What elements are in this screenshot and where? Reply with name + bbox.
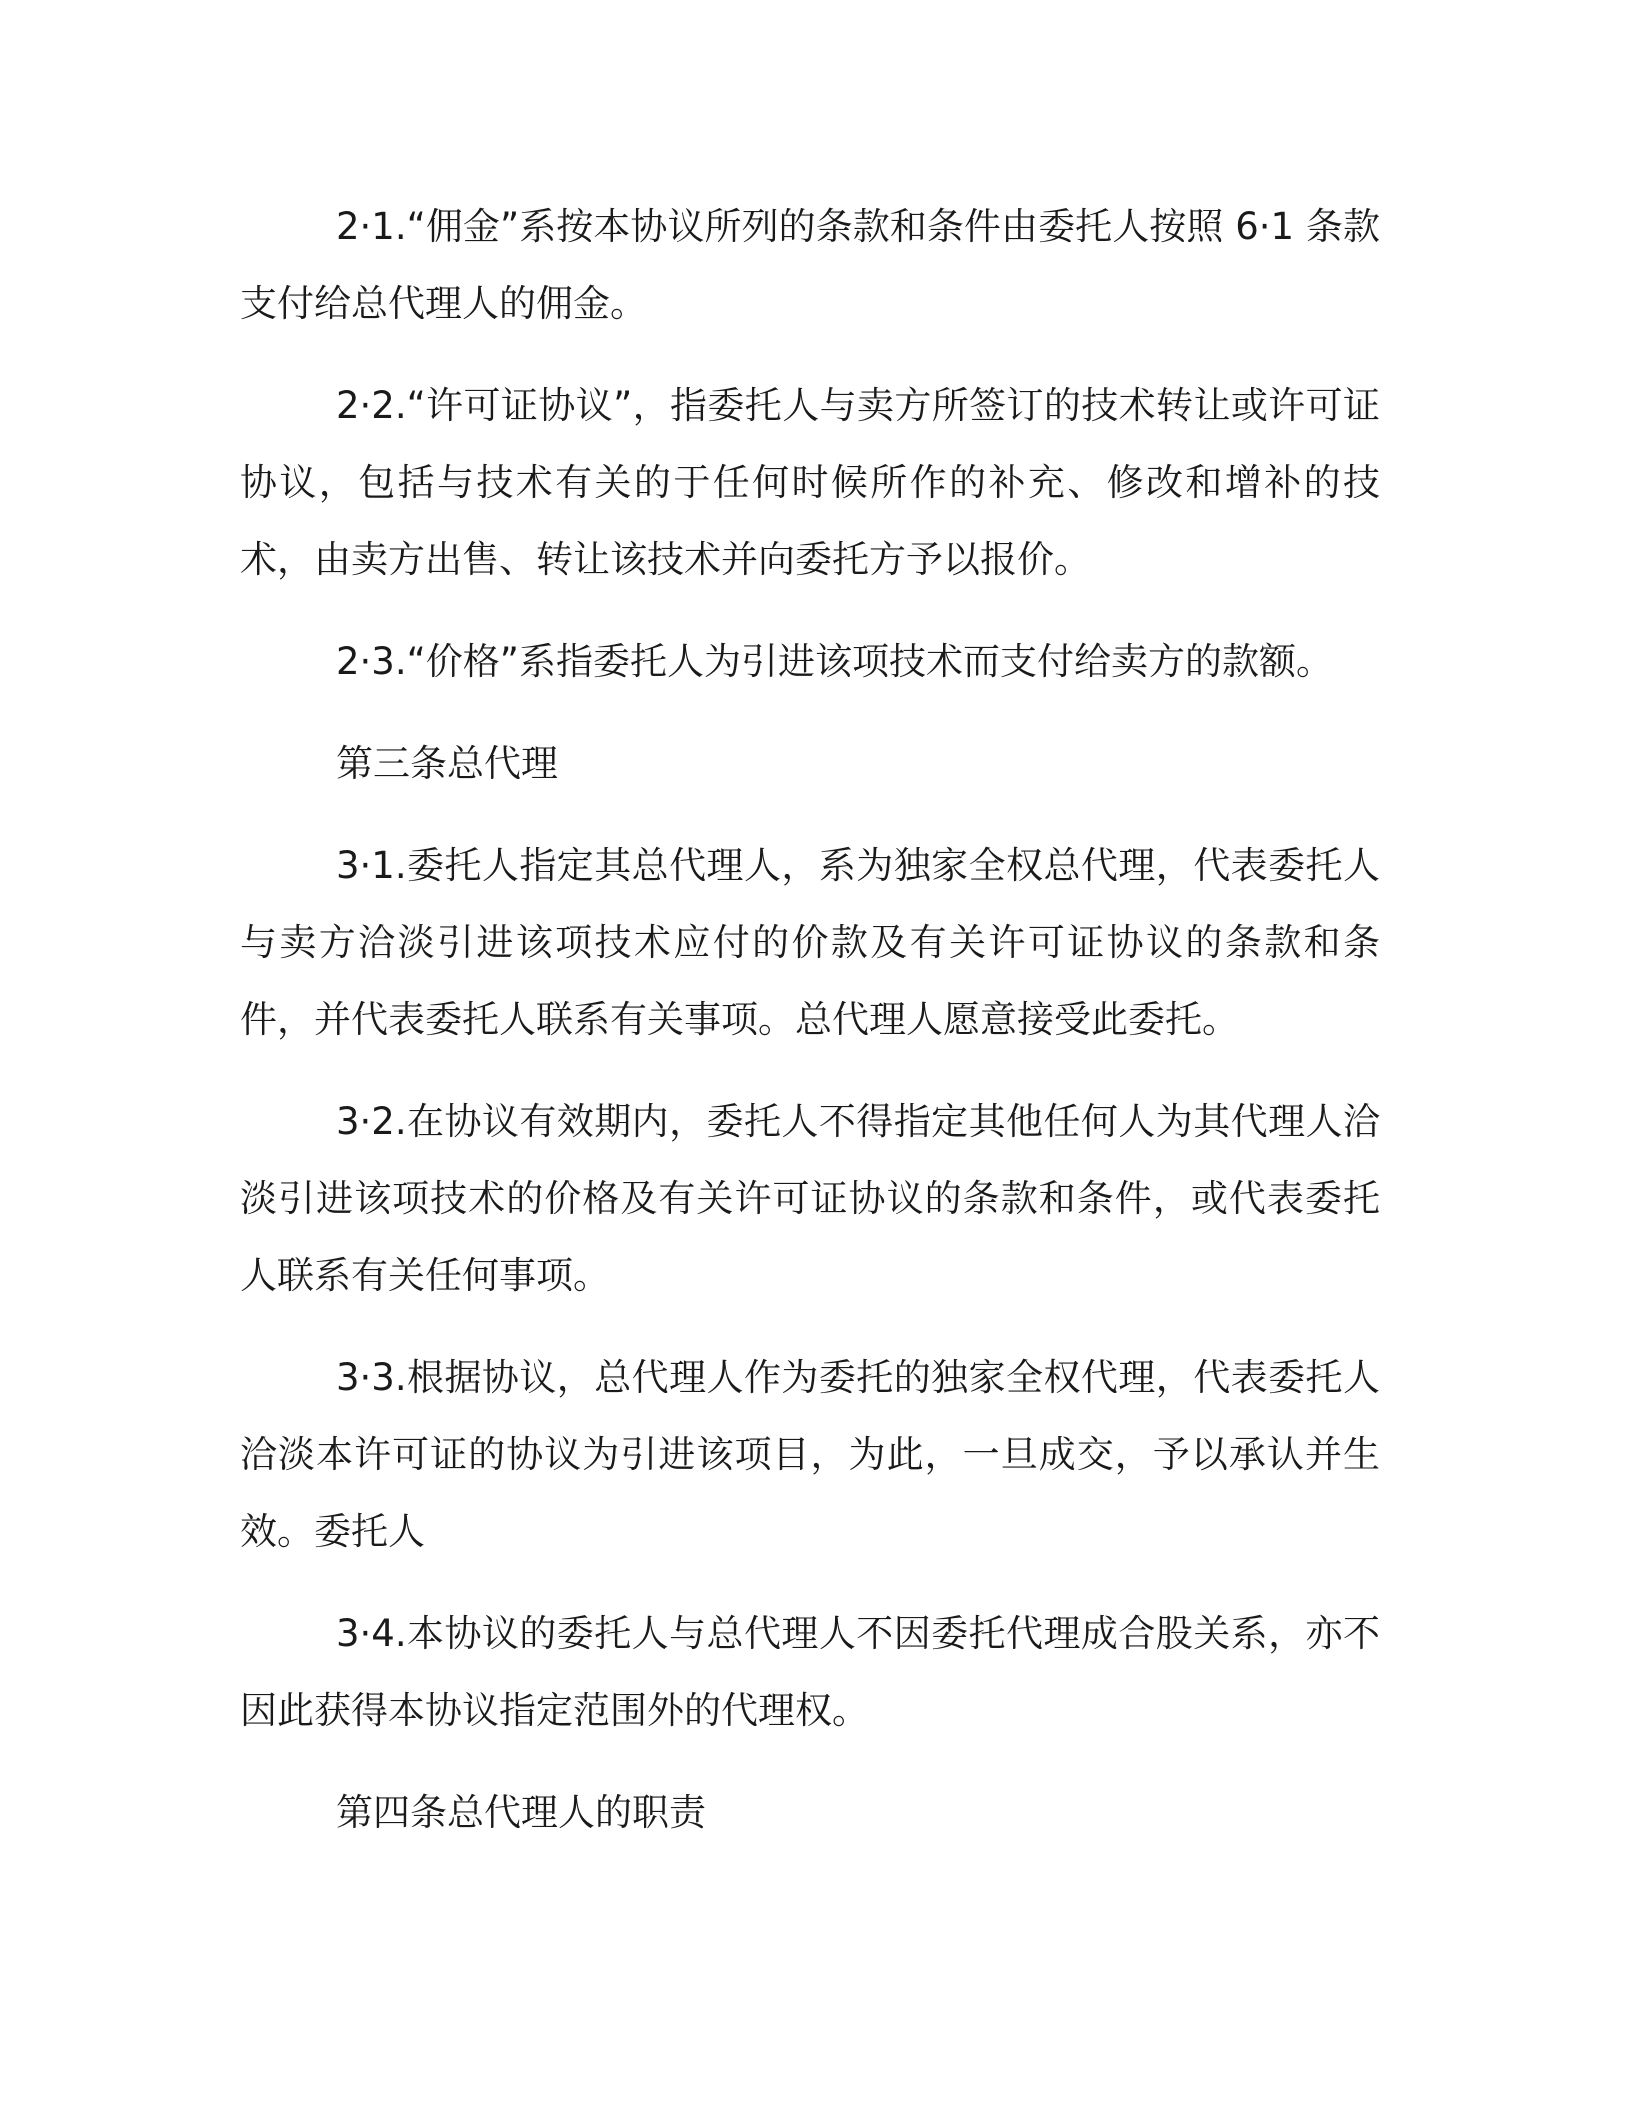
document-body: [240, 188, 1380, 1851]
clause-3-2: 3·2.在协议有效期内，委托人不得指定其他任何人为其代理人洽淡引进该项技术的价格及有关许可证协议的条款和条件，或代表委托人联系有关任何事项。: [240, 1100, 1380, 1297]
clause-2-3: 2·3.“价格”系指委托人为引进该项技术而支付给卖方的款额。: [336, 640, 1333, 683]
article-3-heading: 第三条总代理: [336, 742, 558, 785]
article-4-heading: 第四条总代理人的职责: [336, 1791, 706, 1834]
clause-3-4: 3·4.本协议的委托人与总代理人不因委托代理成合股关系，亦不因此获得本协议指定范围外的代理权。: [240, 1612, 1380, 1732]
clause-3-3: 3·3.根据协议，总代理人作为委托的独家全权代理，代表委托人洽淡本许可证的协议为引进该项目，为此，一旦成交，予以承认并生效。委托人: [240, 1356, 1380, 1553]
clause-2-1: 2·1.“佣金”系按本协议所列的条款和条件由委托人按照 6·1 条款支付给总代理人的佣金。: [240, 205, 1380, 325]
clause-3-1: 3·1.委托人指定其总代理人，系为独家全权总代理，代表委托人与卖方洽淡引进该项技术应付的价款及有关许可证协议的条款和条件，并代表委托人联系有关事项。总代理人愿意接受此委托。: [240, 844, 1380, 1041]
clause-2-2: 2·2.“许可证协议”，指委托人与卖方所签订的技术转让或许可证协议，包括与技术有关的于任何时候所作的补充、修改和增补的技术，由卖方出售、转让该技术并向委托方予以报价。: [240, 384, 1380, 581]
